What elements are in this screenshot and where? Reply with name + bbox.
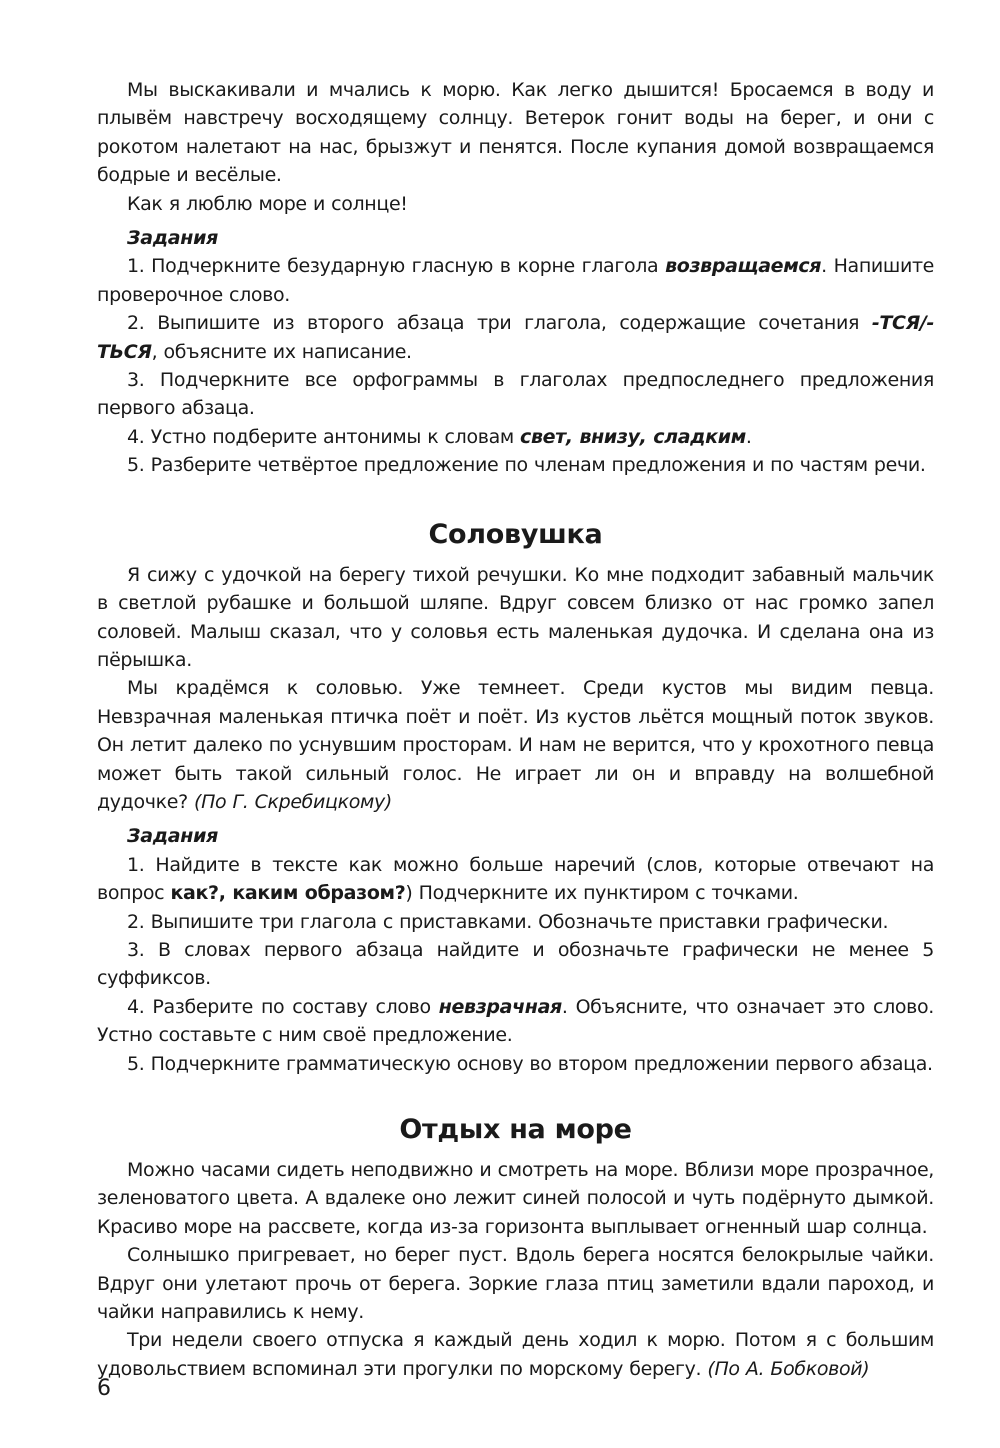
paragraph: Можно часами сидеть неподвижно и смотреть на море. Вблизи море прозрачное, зеленоватого цвета. А вдалеке оно лежит синей полосой и чуть подёрнуто дымкой. Красиво море на рассвете, когда из-за горизонта выплывает огненный шар солнца. bbox=[97, 1159, 934, 1238]
paragraph: Солнышко пригревает, но берег пуст. Вдоль берега носятся белокрылые чайки. Вдруг они улетают прочь от берега. Зоркие глаза птиц заметили вдали пароход, и чайки направились к нему. bbox=[97, 1244, 934, 1324]
task-item: 4. Разберите по составу слово невзрачная. Объясните, что означает это слово. Устно составьте с ним своё предложение. bbox=[97, 995, 934, 1047]
task-item: 5. Разберите четвёртое предложение по членам предложения и по частям речи. bbox=[127, 454, 926, 477]
task-item: 5. Подчеркните грамматическую основу во втором предложении первого абзаца. bbox=[127, 1052, 933, 1075]
tasks-heading: Задания bbox=[127, 825, 219, 848]
paragraph: Три недели своего отпуска я каждый день ходил к морю. Потом я с большим удовольствием вспоминал эти прогулки по морскому берегу. (По А. Бобковой) bbox=[97, 1329, 934, 1380]
page-number: 6 bbox=[97, 1376, 111, 1401]
paragraph: Мы выскакивали и мчались к морю. Как легко дышится! Бросаемся в воду и плывём навстречу восходящему солнцу. Ветерок гонит воды на берег, и они с рокотом налетают на нас, брызжут и пенятся. После купания домой возвращаемся бодрые и весёлые. bbox=[97, 79, 934, 187]
section-solovushka bbox=[97, 515, 934, 1078]
task-item: 4. Устно подберите антонимы к словам свет, внизу, сладким. bbox=[127, 425, 752, 448]
task-item: 2. Выпишите три глагола с приставками. Обозначьте приставки графически. bbox=[127, 910, 889, 933]
task-item: 3. Подчеркните все орфограммы в глаголах предпоследнего предложения первого абзаца. bbox=[97, 369, 934, 420]
section-sea-morning bbox=[97, 76, 934, 480]
tasks-heading: Задания bbox=[127, 227, 219, 250]
paragraph: Как я люблю море и солнце! bbox=[127, 192, 408, 215]
paragraph: Я сижу с удочкой на берегу тихой речушки. Ко мне подходит забавный мальчик в светлой рубашке и большой шляпе. Вдруг совсем близко от нас громко запел соловей. Малыш сказал, что у соловья есть маленькая дудочка. И сделана она из пёрышка. bbox=[97, 563, 934, 671]
source-attribution: (По А. Бобковой) bbox=[707, 1357, 870, 1380]
section-title: Отдых на море bbox=[399, 1114, 632, 1145]
source-attribution: (По Г. Скребицкому) bbox=[194, 790, 392, 813]
task-item: 1. Найдите в тексте как можно больше наречий (слов, которые отвечают на вопрос как?, каким образом?) Подчеркните их пунктиром с точками. bbox=[97, 853, 934, 905]
task-item: 2. Выпишите из второго абзаца три глагола, содержащие сочетания -ТСЯ/-ТЬСЯ, объясните их написание. bbox=[97, 312, 934, 363]
task-item: 3. В словах первого абзаца найдите и обозначьте графически не менее 5 суффиксов. bbox=[97, 938, 934, 990]
task-item: 1. Подчеркните безударную гласную в корне глагола возвращаемся. Напишите проверочное слово. bbox=[97, 255, 934, 306]
paragraph: Мы крадёмся к соловью. Уже темнеет. Среди кустов мы видим певца. Невзрачная маленькая птичка поёт и поёт. Из кустов льётся мощный поток звуков. Он летит далеко по уснувшим просторам. И нам не верится, что у крохотного певца может быть такой сильный голос. Не играет ли он и вправду на волшебной дудочке? (По Г. Скребицкому) bbox=[97, 677, 934, 813]
section-title: Соловушка bbox=[428, 518, 603, 550]
section-otdykh-na-more bbox=[97, 1110, 934, 1383]
